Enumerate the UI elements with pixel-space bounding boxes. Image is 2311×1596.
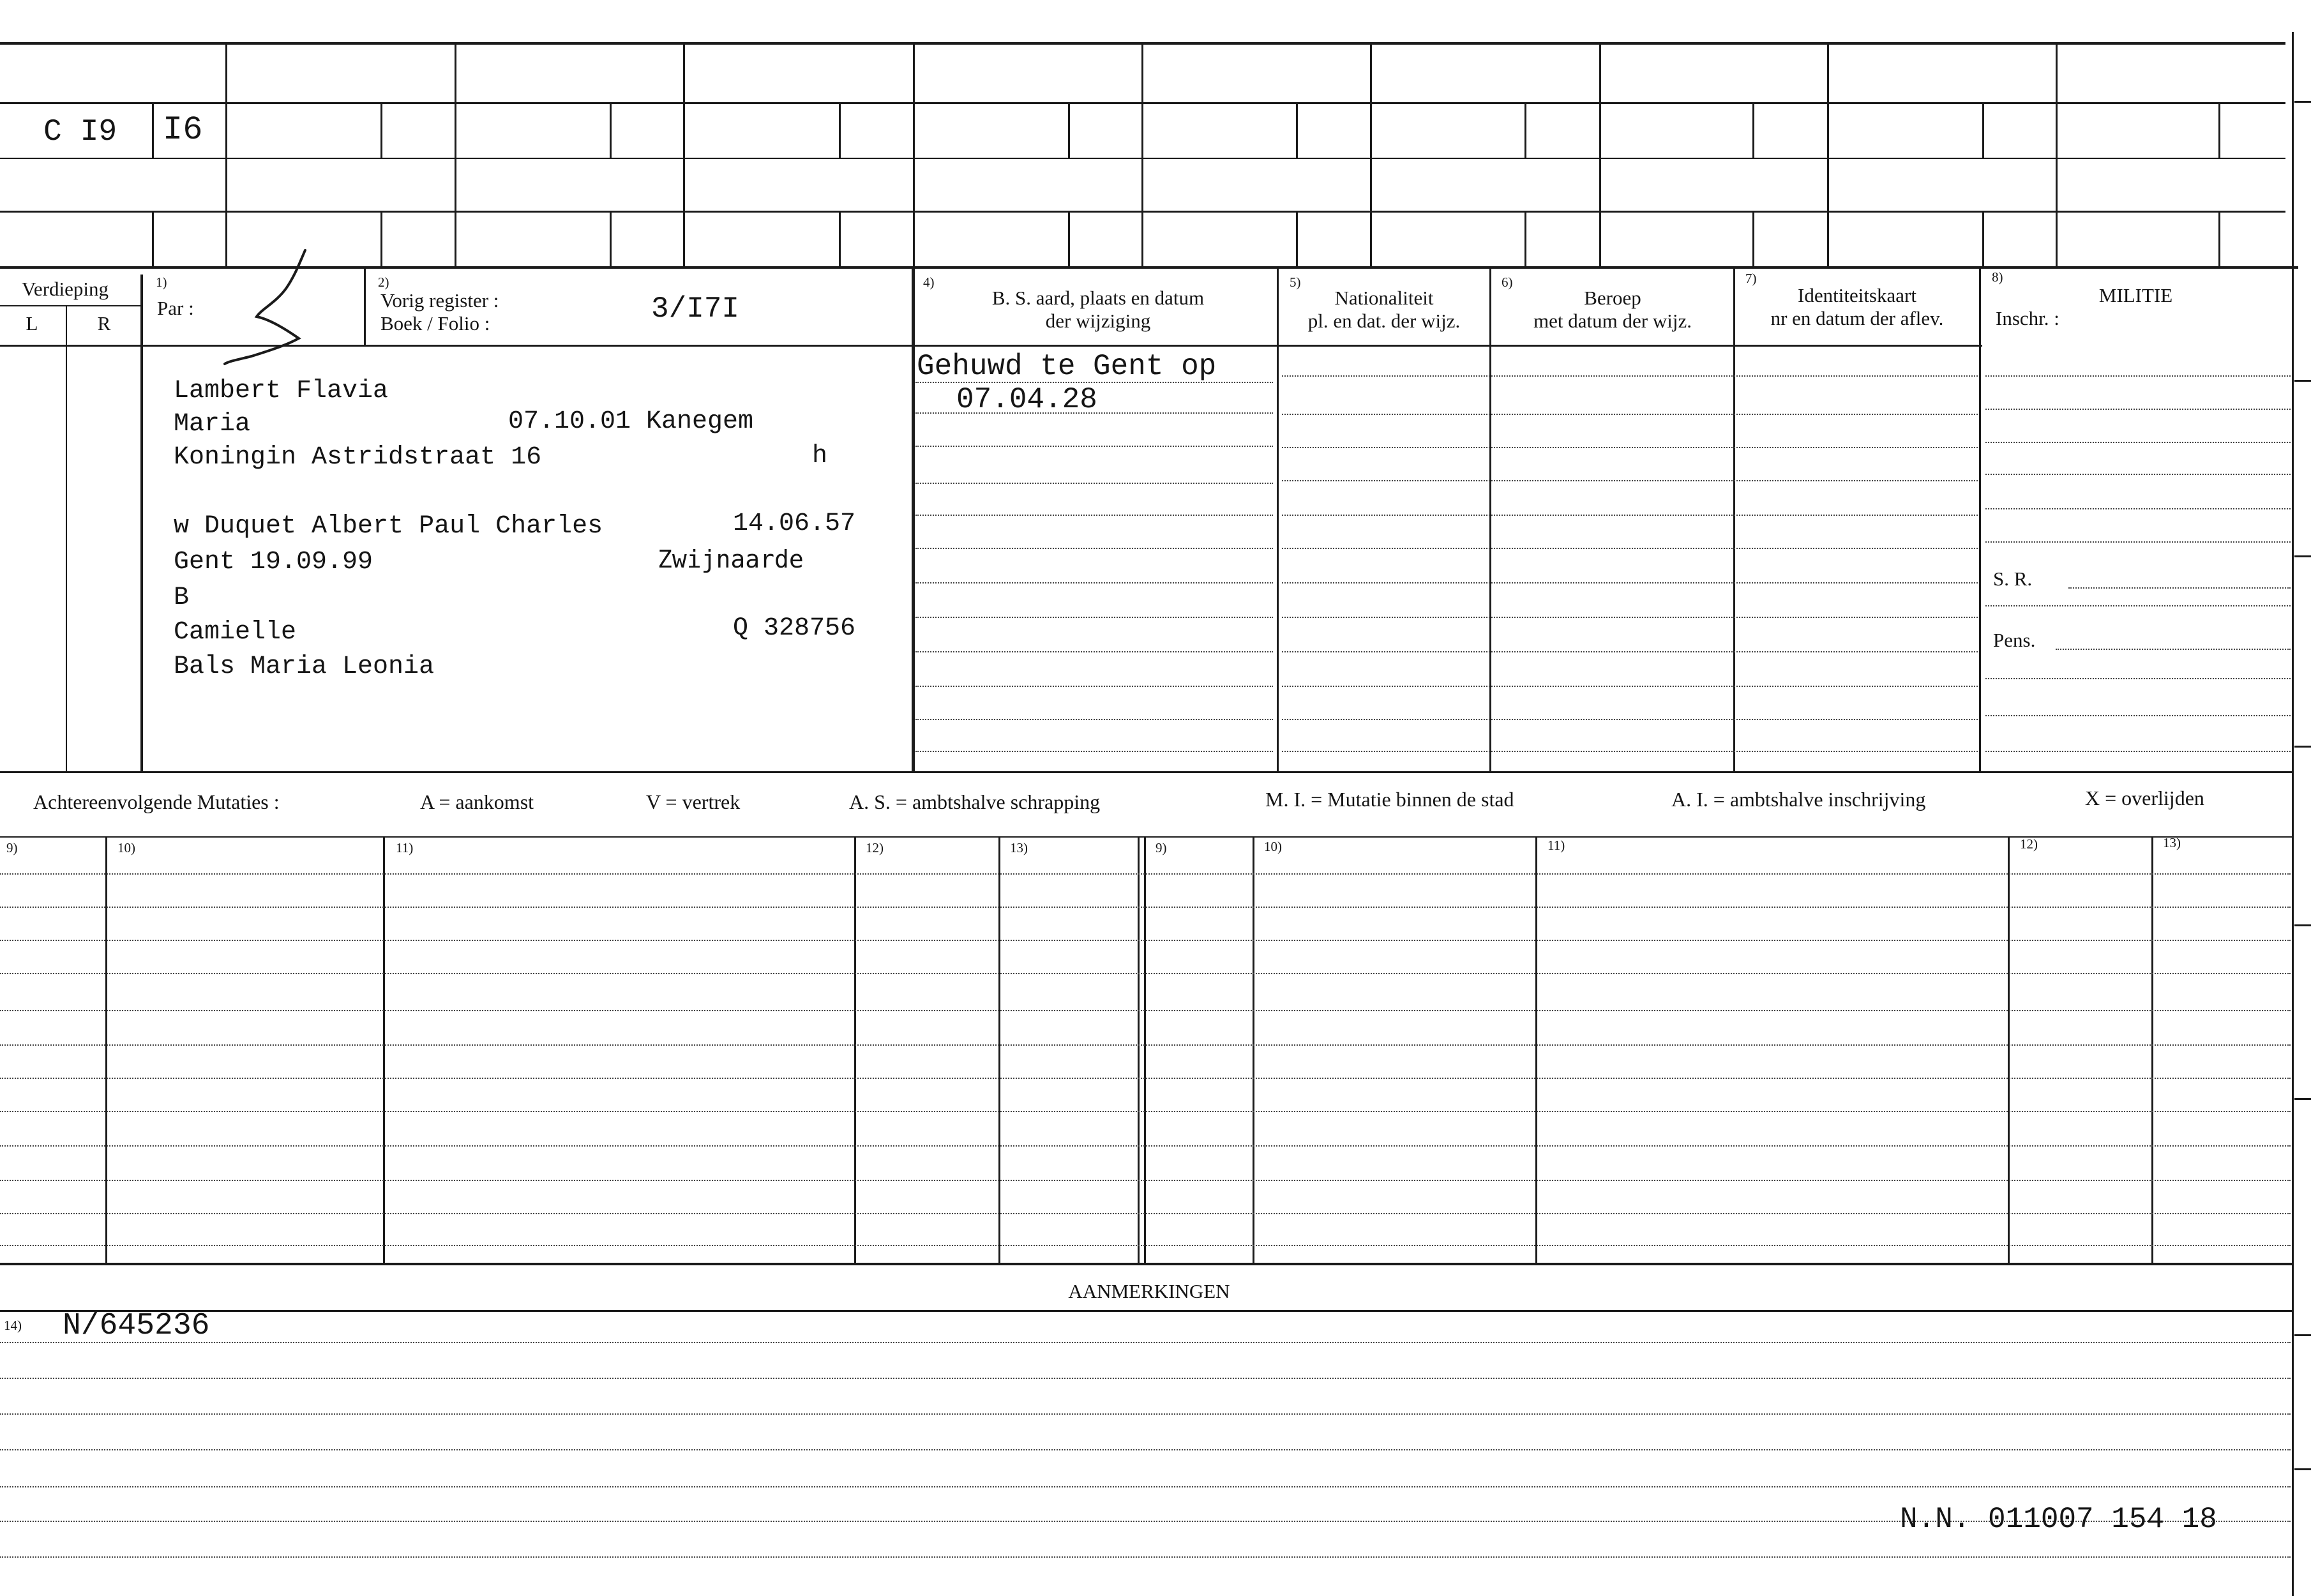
lower-col10-right: 10) [1264,839,1282,854]
col1-number: 1) [156,275,167,290]
lower-col9-right: 9) [1156,840,1167,855]
aanmerkingen-value: N/645236 [63,1309,210,1343]
nat-header-line1: Nationaliteit [1334,287,1434,309]
lower-col9-left: 9) [6,840,18,855]
lower-col12-left: 12) [866,840,884,855]
col-r-label: R [97,312,111,335]
mutaties-ai: A. I. = ambtshalve inschrijving [1671,788,1926,811]
person-line7-number: Q 328756 [733,614,856,643]
person-line4-spouse: w Duquet Albert Paul Charles [174,512,603,541]
register-value: 3/I7I [651,292,740,326]
col4-number: 4) [923,275,935,290]
col-l-label: L [26,312,38,335]
bs-entry-line2: 07.04.28 [956,383,1097,416]
bs-header-line2: der wijziging [1045,310,1151,332]
beroep-header-line1: Beroep [1584,287,1641,309]
col2-number: 2) [378,275,389,290]
lower-col10-left: 10) [117,840,135,855]
id-header-line2: nr en datum der aflev. [1770,307,1944,329]
top-code-right: I6 [163,111,203,149]
person-line3-code: h [812,442,828,471]
sr-label: S. R. [1993,568,2033,590]
col8-number: 8) [1992,269,2003,285]
person-line6: B [174,583,190,612]
col6-number: 6) [1502,275,1513,290]
aanmerkingen-title: AANMERKINGEN [1068,1280,1230,1302]
top-code-left: C I9 [43,115,117,149]
col7-number: 7) [1745,271,1757,286]
person-line1: Lambert Flavia [174,377,389,405]
mutaties-a: A = aankomst [420,790,534,813]
beroep-header-line2: met datum der wijz. [1533,310,1692,332]
signature-mark [211,243,351,370]
mutaties-mi: M. I. = Mutatie binnen de stad [1265,788,1514,811]
aanmerkingen-number: 14) [4,1318,22,1333]
person-line2-date-place: 07.10.01 Kanegem [508,407,754,436]
lower-col11-left: 11) [396,840,414,855]
boek-folio-label: Boek / Folio : [380,312,490,335]
person-line4-date: 14.06.57 [733,509,856,538]
lower-col11-right: 11) [1547,838,1565,853]
person-line5-birth: Gent 19.09.99 [174,548,373,576]
mutaties-label: Achtereenvolgende Mutaties : [33,790,280,813]
bs-entry-line1: Gehuwd te Gent op [917,350,1217,383]
verdieping-label: Verdieping [21,278,109,300]
lower-col13-left: 13) [1010,840,1028,855]
vorig-register-label: Vorig register : [380,289,499,312]
person-line5-place: Zwijnaarde [658,545,804,573]
nn-number: N.N. 011007 154 18 [1900,1503,2217,1536]
person-line3-address: Koningin Astridstraat 16 [174,443,542,472]
person-line8: Bals Maria Leonia [174,652,435,681]
lower-col13-right: 13) [2163,835,2181,850]
pens-label: Pens. [1993,629,2036,651]
lower-col12-right: 12) [2020,836,2038,852]
mutaties-x: X = overlijden [2085,787,2204,809]
inschr-label: Inschr. : [1996,307,2059,329]
col5-number: 5) [1290,275,1301,290]
par-label: Par : [157,297,194,319]
person-line2-name: Maria [174,410,251,439]
militie-header: MILITIE [2098,284,2173,306]
id-header-line1: Identiteitskaart [1798,284,1916,306]
mutaties-v: V = vertrek [646,790,741,813]
mutaties-as: A. S. = ambtshalve schrapping [849,790,1101,813]
bs-header-line1: B. S. aard, plaats en datum [991,287,1205,309]
nat-header-line2: pl. en dat. der wijz. [1307,310,1461,332]
person-line7-name: Camielle [174,618,297,647]
